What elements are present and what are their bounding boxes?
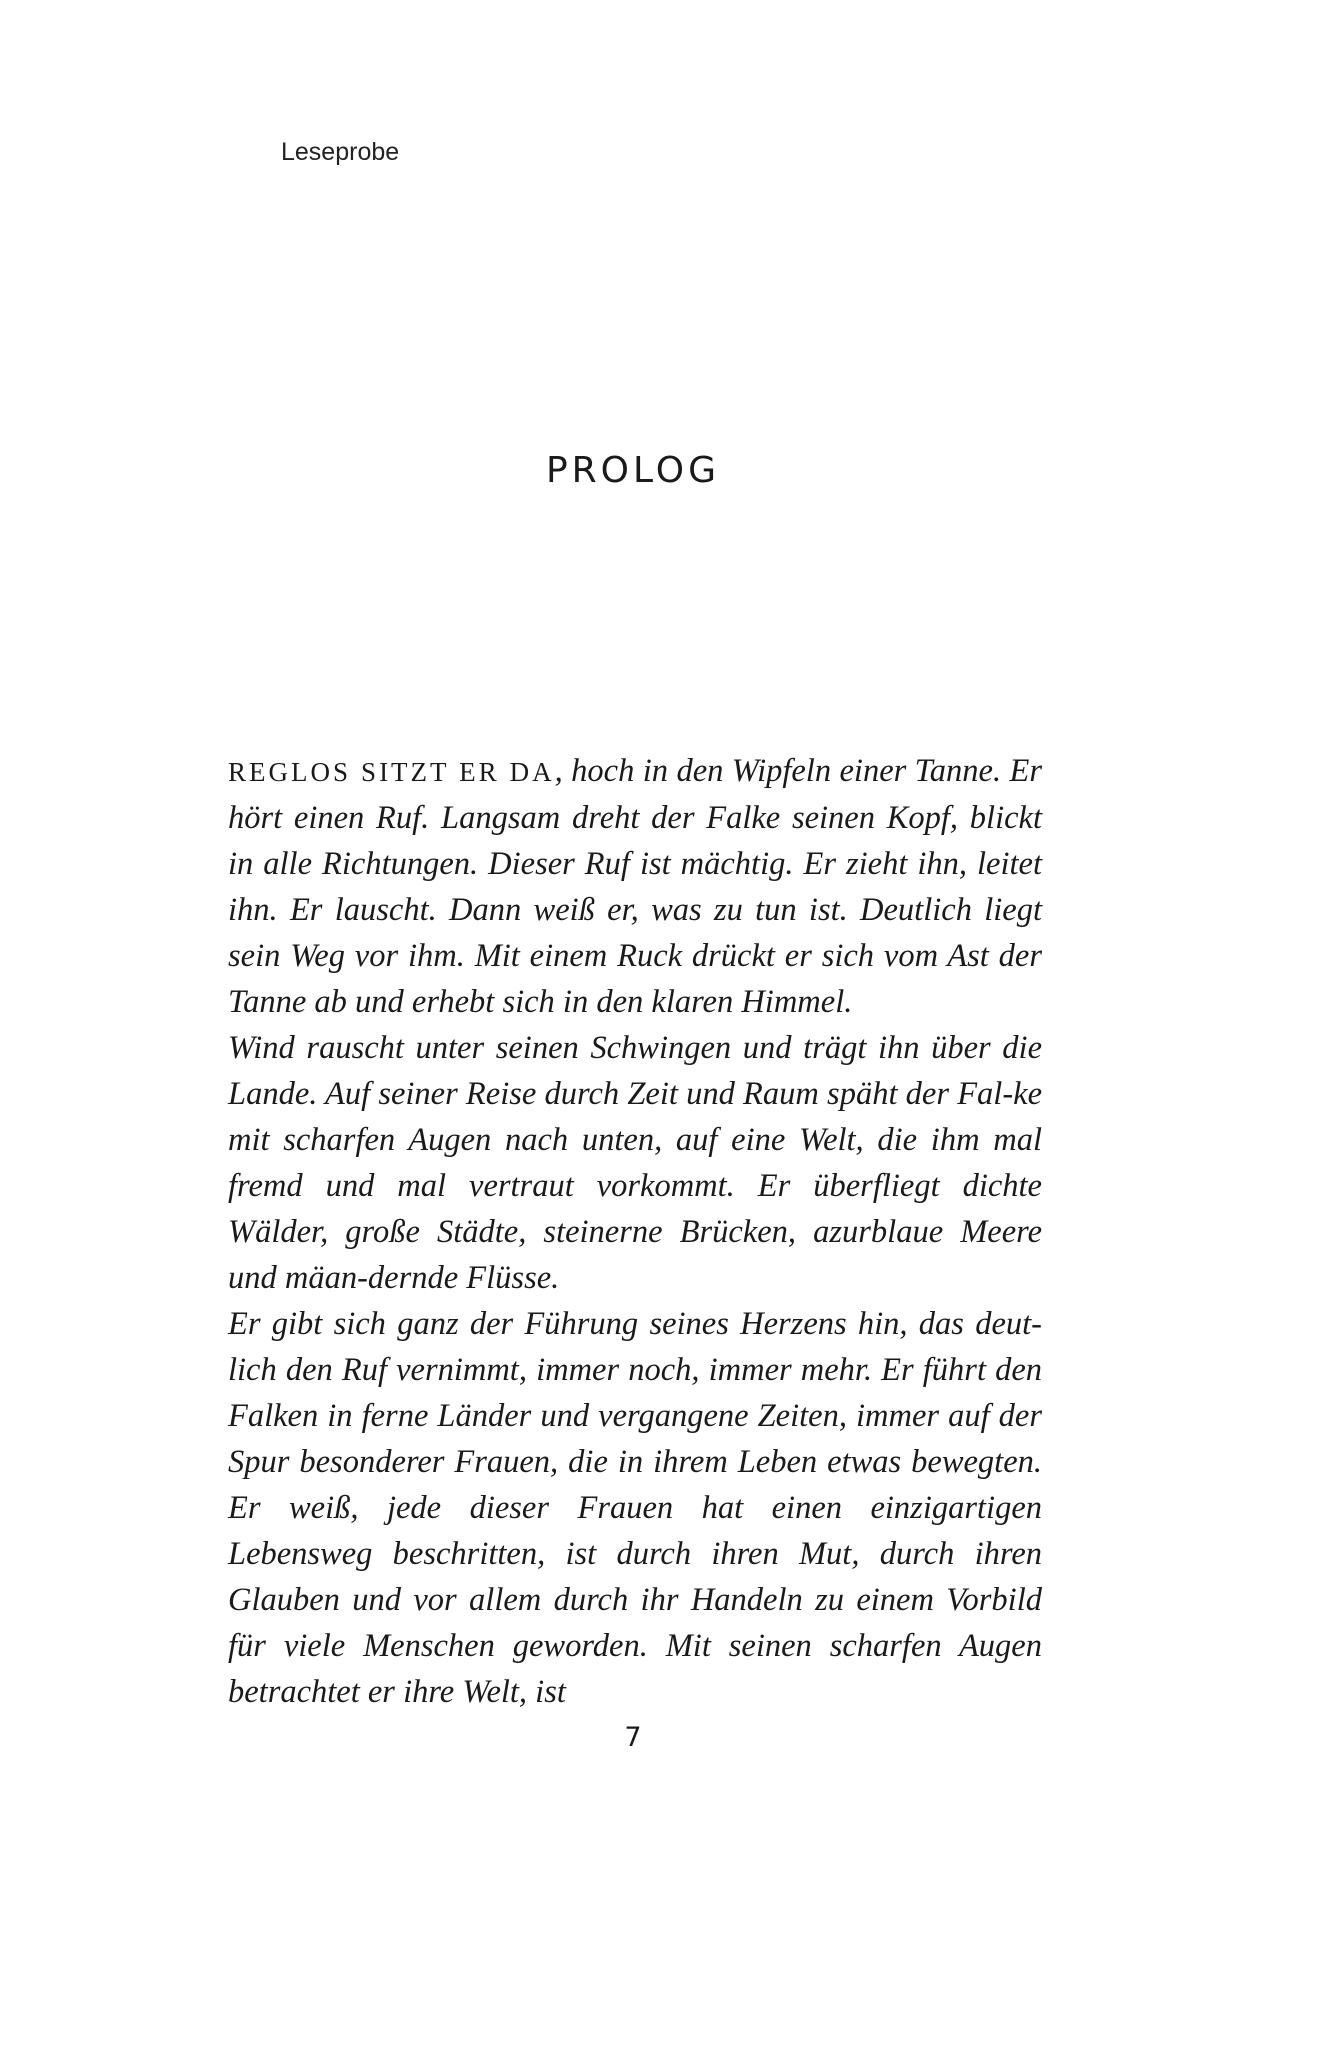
chapter-title: PROLOG — [545, 450, 721, 491]
paragraph-2: Wind rauscht unter seinen Schwingen und trägt ihn über die Lande. Auf seiner Reise durch Zeit und Raum späht der Fal-ke mit scharfen Augen nach unten, auf eine Welt, die ihm mal fremd und mal vertraut vorkommt. Er überfliegt dichte Wälder, große Städte, steinerne Brücken, azurblaue Meere und mäan-dernde Flüsse. — [228, 1030, 1042, 1296]
paragraph-3: Er gibt sich ganz der Führung seines Herzens hin, das deut-lich den Ruf vernimmt, immer noch, immer mehr. Er führt den Falken in ferne Länder und vergangene Zeiten, immer auf der Spur besonderer Frauen, die in ihrem Leben etwas bewegten. Er weiß, jede dieser Frauen hat einen einzigartigen Lebensweg beschritten, ist durch ihren Mut, durch ihren Glauben und vor allem durch ihr Handeln zu einem Vorbild für viele Menschen geworden. Mit seinen scharfen Augen betrachtet er ihre Welt, ist — [228, 1306, 1042, 1710]
body-text — [228, 748, 1042, 1715]
paragraph-1-text: , hoch in den Wipfeln einer Tanne. Er hört einen Ruf. Langsam dreht der Falke seinen Kopf, blickt in alle Richtungen. Dieser Ruf ist mächtig. Er zieht ihn, leitet ihn. Er lauscht. Dann weiß er, was zu tun ist. Deutlich liegt sein Weg vor ihm. Mit einem Ruck drückt er sich vom Ast der Tanne ab und erhebt sich in den klaren Himmel. — [228, 753, 1042, 1020]
lead-in: REGLOS SITZT ER DA — [228, 757, 555, 787]
paragraph-1 — [228, 748, 1042, 1025]
page-number: 7 — [624, 1722, 642, 1753]
sample-label: Leseprobe — [281, 138, 400, 166]
